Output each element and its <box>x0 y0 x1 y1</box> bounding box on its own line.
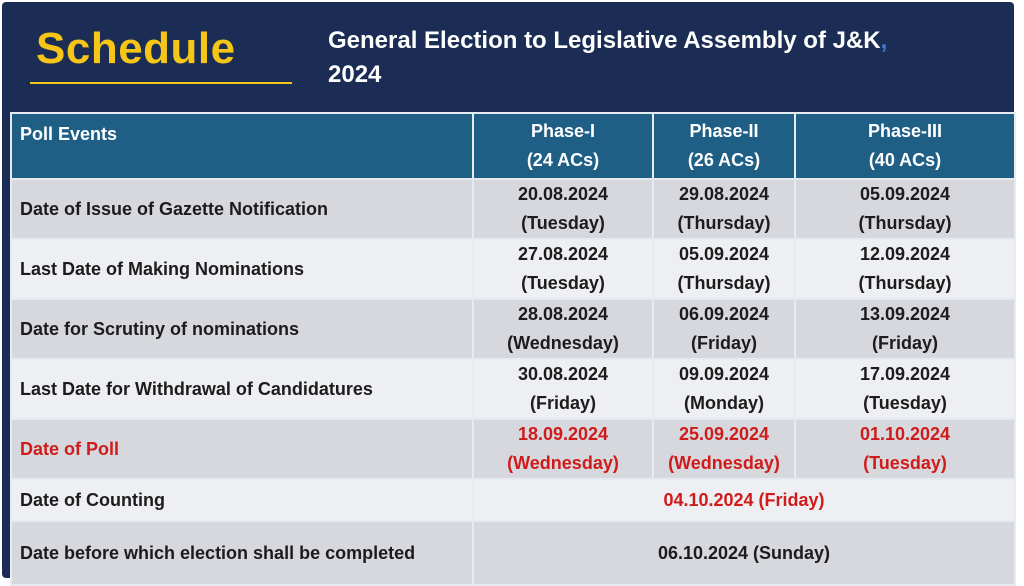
schedule-table <box>10 112 1016 586</box>
date-text: 20.08.2024 <box>517 184 609 204</box>
title-comma: , <box>880 27 888 54</box>
day-text: (Thursday) <box>858 213 952 233</box>
table-row-completion <box>11 521 1015 585</box>
heading-underline <box>30 82 292 84</box>
column-header-poll-events: Poll Events <box>11 113 473 179</box>
table-row <box>11 179 1015 239</box>
counting-date-cell: 04.10.2024 (Friday) <box>473 479 1015 521</box>
phase-2-cell <box>653 299 795 359</box>
day-text: (Thursday) <box>677 273 771 293</box>
title-year: 2024 <box>328 61 382 88</box>
day-text: (Wednesday) <box>668 453 780 473</box>
day-text: (Wednesday) <box>507 453 619 473</box>
date-text: 06.09.2024 <box>678 304 770 324</box>
event-label: Date before which election shall be completed <box>11 521 473 585</box>
day-text: (Thursday) <box>677 213 771 233</box>
phase-3-cell <box>795 419 1015 479</box>
date-text: 13.09.2024 <box>859 304 951 324</box>
date-text: 17.09.2024 <box>859 364 951 384</box>
phase-3-label: Phase-III <box>867 121 943 141</box>
phase-3-acs: (40 ACs) <box>868 150 942 170</box>
table-header-row <box>11 113 1015 179</box>
day-text: (Thursday) <box>858 273 952 293</box>
date-text: 25.09.2024 <box>678 424 770 444</box>
phase-1-acs: (24 ACs) <box>526 150 600 170</box>
day-text: (Tuesday) <box>521 273 605 293</box>
phase-2-cell <box>653 419 795 479</box>
event-label: Date of Poll <box>11 419 473 479</box>
day-text: (Tuesday) <box>521 213 605 233</box>
date-text: 30.08.2024 <box>517 364 609 384</box>
date-text: 27.08.2024 <box>517 244 609 264</box>
date-text: 05.09.2024 <box>678 244 770 264</box>
title-main: General Election to Legislative Assembly of J&K <box>328 27 881 54</box>
date-text: 09.09.2024 <box>678 364 770 384</box>
table-row <box>11 239 1015 299</box>
date-text: 12.09.2024 <box>859 244 951 264</box>
day-text: (Monday) <box>684 393 764 413</box>
table-row <box>11 299 1015 359</box>
phase-1-label: Phase-I <box>530 121 596 141</box>
phase-2-cell <box>653 179 795 239</box>
table-row-counting <box>11 479 1015 521</box>
phase-3-cell <box>795 239 1015 299</box>
event-label: Date of Counting <box>11 479 473 521</box>
slide-title <box>328 24 1008 92</box>
day-text: (Friday) <box>529 393 596 413</box>
phase-2-label: Phase-II <box>689 121 759 141</box>
date-text: 18.09.2024 <box>517 424 609 444</box>
event-label: Last Date of Making Nominations <box>11 239 473 299</box>
phase-3-cell <box>795 299 1015 359</box>
phase-2-cell <box>653 359 795 419</box>
date-text: 29.08.2024 <box>678 184 770 204</box>
phase-1-cell <box>473 419 653 479</box>
column-header-phase-2 <box>653 113 795 179</box>
event-label: Last Date for Withdrawal of Candidatures <box>11 359 473 419</box>
event-label: Date for Scrutiny of nominations <box>11 299 473 359</box>
phase-1-cell <box>473 359 653 419</box>
schedule-heading: Schedule <box>36 24 236 73</box>
phase-3-cell <box>795 179 1015 239</box>
day-text: (Tuesday) <box>863 453 947 473</box>
day-text: (Wednesday) <box>507 333 619 353</box>
day-text: (Tuesday) <box>863 393 947 413</box>
date-text: 01.10.2024 <box>859 424 951 444</box>
phase-2-cell <box>653 239 795 299</box>
event-label: Date of Issue of Gazette Notification <box>11 179 473 239</box>
phase-2-acs: (26 ACs) <box>687 150 761 170</box>
date-text: 05.09.2024 <box>859 184 951 204</box>
day-text: (Friday) <box>871 333 938 353</box>
phase-1-cell <box>473 239 653 299</box>
phase-3-cell <box>795 359 1015 419</box>
table-row-poll-date <box>11 419 1015 479</box>
column-header-phase-3 <box>795 113 1015 179</box>
completion-date-cell: 06.10.2024 (Sunday) <box>473 521 1015 585</box>
column-header-phase-1 <box>473 113 653 179</box>
table-row <box>11 359 1015 419</box>
phase-1-cell <box>473 299 653 359</box>
day-text: (Friday) <box>690 333 757 353</box>
phase-1-cell <box>473 179 653 239</box>
date-text: 28.08.2024 <box>517 304 609 324</box>
